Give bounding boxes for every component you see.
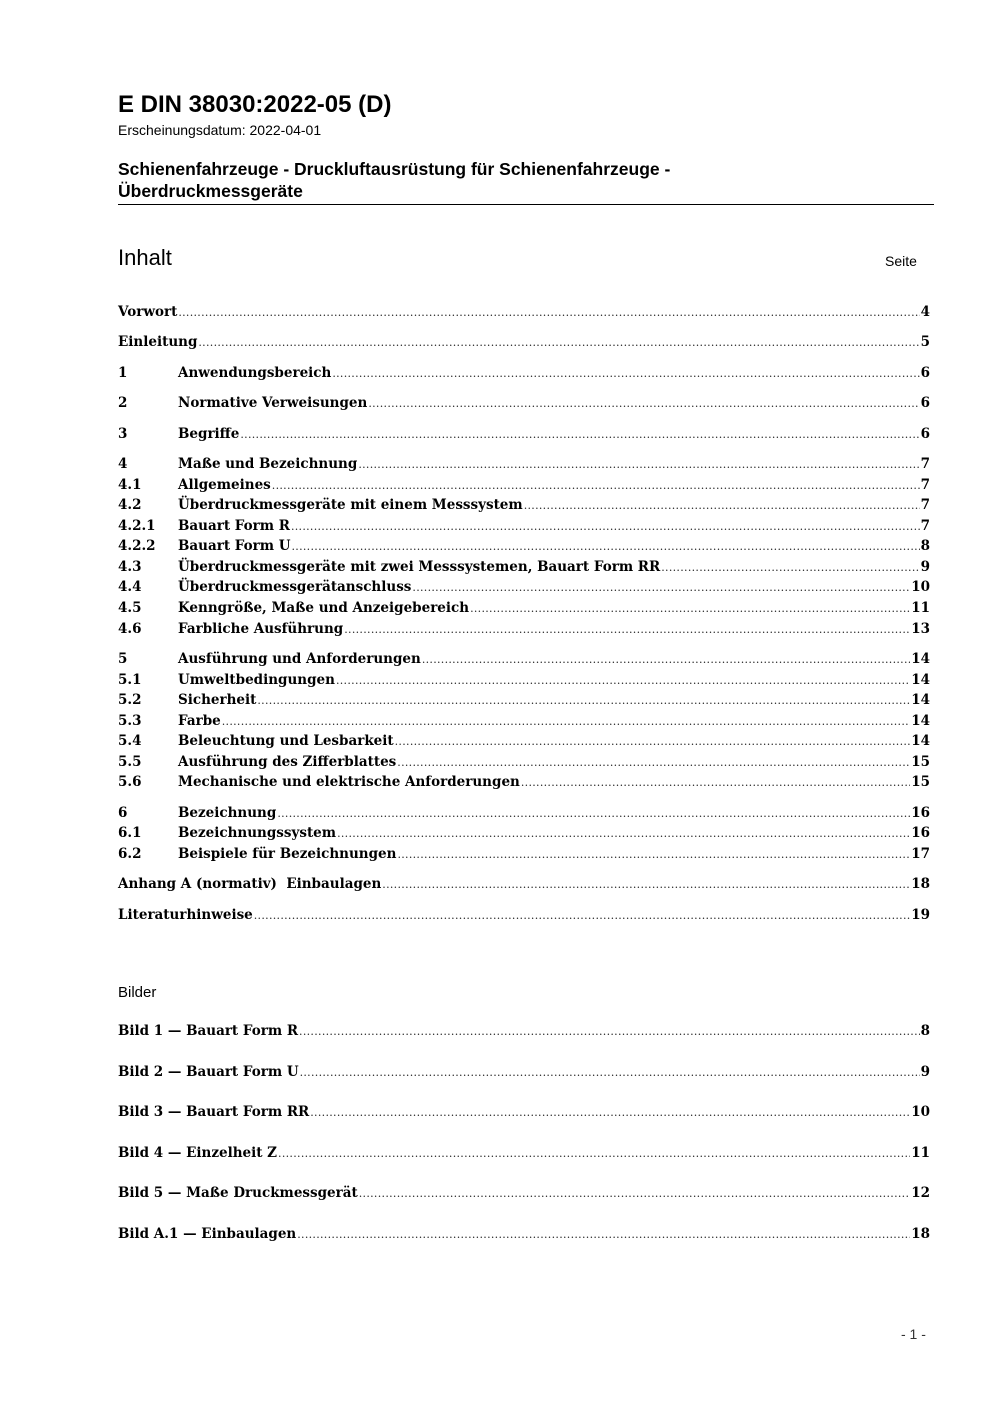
toc-entry-title: Farbliche Ausführung	[178, 621, 344, 637]
toc-entry-page: 14	[911, 651, 930, 667]
toc-entry-title: Maße und Bezeichnung	[178, 456, 358, 472]
toc-entry[interactable]	[118, 752, 930, 772]
page-number: - 1 -	[901, 1326, 926, 1342]
toc-entry-title: Anhang A (normativ) Einbaulagen	[118, 876, 382, 892]
figure-entry[interactable]	[118, 1062, 930, 1082]
toc-entry-title: Bezeichnungssystem	[178, 825, 337, 841]
toc-entry-title: Umweltbedingungen	[178, 672, 335, 688]
toc-entry[interactable]	[118, 363, 930, 383]
subtitle-line-1: Schienenfahrzeuge - Druckluftausrüstung für Schienenfahrzeuge -	[118, 159, 671, 179]
toc-entry[interactable]	[118, 619, 930, 639]
toc-entry-page: 8	[920, 538, 930, 554]
figure-entry-title: Bild 5 — Maße Druckmessgerät	[118, 1185, 358, 1201]
toc-entry-number: 5.4	[118, 733, 142, 749]
toc-entry-page: 19	[911, 907, 930, 923]
toc-entry[interactable]	[118, 823, 930, 843]
toc-entry[interactable]	[118, 905, 930, 925]
toc-entry-title: Bezeichnung	[178, 805, 277, 821]
toc-entry-page: 5	[920, 334, 930, 350]
toc-entry-number: 1	[118, 365, 128, 381]
toc-entry-number: 2	[118, 395, 128, 411]
toc-entry-number: 5.5	[118, 754, 142, 770]
toc-entry-number: 6.2	[118, 846, 142, 862]
toc-entry-page: 7	[920, 518, 930, 534]
toc-entry-title: Überdruckmessgeräte mit einem Messsystem	[178, 497, 523, 513]
document-title: E DIN 38030:2022-05 (D)	[118, 91, 392, 118]
toc-entry-page: 18	[911, 876, 930, 892]
toc-entry-number: 4	[118, 456, 128, 472]
figure-entry-title: Bild A.1 — Einbaulagen	[118, 1226, 297, 1242]
dot-leader	[337, 824, 910, 844]
toc-entry-page: 6	[920, 395, 930, 411]
toc-entry-page: 13	[911, 621, 930, 637]
dot-leader	[336, 671, 910, 691]
toc-entry-title: Normative Verweisungen	[178, 395, 368, 411]
figure-entry-title: Bild 3 — Bauart Form RR	[118, 1104, 310, 1120]
toc-entry-title: Überdruckmessgeräte mit zwei Messsystemen, Bauart Form RR	[178, 559, 661, 575]
figures-heading: Bilder	[118, 984, 157, 1001]
toc-entry[interactable]	[118, 516, 930, 536]
toc-entry[interactable]	[118, 711, 930, 731]
toc-entry[interactable]	[118, 731, 930, 751]
dot-leader	[257, 691, 910, 711]
dot-leader	[359, 1184, 910, 1204]
toc-entry[interactable]	[118, 649, 930, 669]
figure-entry[interactable]	[118, 1102, 930, 1122]
dot-leader	[272, 476, 920, 496]
figure-entry-page: 18	[911, 1226, 930, 1242]
toc-entry-title: Mechanische und elektrische Anforderungen	[178, 774, 520, 790]
dot-leader	[395, 732, 911, 752]
toc-entry-page: 16	[911, 825, 930, 841]
toc-entry-number: 5.3	[118, 713, 142, 729]
toc-entry[interactable]	[118, 302, 930, 322]
toc-entry-title: Ausführung des Zifferblattes	[178, 754, 397, 770]
toc-entry-page: 6	[920, 426, 930, 442]
table-of-contents	[118, 0, 930, 1403]
toc-entry-number: 4.2.2	[118, 538, 156, 554]
toc-entry-page: 7	[920, 456, 930, 472]
toc-entry-number: 4.6	[118, 621, 142, 637]
toc-entry-title: Einleitung	[118, 334, 198, 350]
toc-entry-title: Anwendungsbereich	[178, 365, 332, 381]
toc-entry[interactable]	[118, 577, 930, 597]
figure-entry[interactable]	[118, 1224, 930, 1244]
toc-entry-page: 4	[920, 304, 930, 320]
figure-entry-page: 12	[911, 1185, 930, 1201]
toc-entry-title: Beispiele für Bezeichnungen	[178, 846, 397, 862]
toc-entry-title: Literaturhinweise	[118, 907, 253, 923]
dot-leader	[470, 599, 910, 619]
figure-entry[interactable]	[118, 1183, 930, 1203]
toc-entry-title: Vorwort	[118, 304, 178, 320]
toc-entry-title: Begriffe	[178, 426, 240, 442]
figure-entry-title: Bild 1 — Bauart Form R	[118, 1023, 299, 1039]
toc-entry-number: 4.3	[118, 559, 142, 575]
figure-entry-page: 8	[920, 1023, 930, 1039]
toc-entry-number: 5.2	[118, 692, 142, 708]
toc-entry-page: 14	[911, 733, 930, 749]
toc-entry-title: Bauart Form R	[178, 518, 290, 534]
subtitle-line-2: Überdruckmessgeräte	[118, 181, 303, 201]
dot-leader	[382, 875, 910, 895]
toc-entry-title: Ausführung und Anforderungen	[178, 651, 421, 667]
toc-entry-title: Farbe	[178, 713, 221, 729]
toc-entry[interactable]	[118, 772, 930, 792]
dot-leader	[291, 517, 920, 537]
toc-entry-title: Beleuchtung und Lesbarkeit	[178, 733, 394, 749]
dot-leader	[300, 1063, 920, 1083]
dot-leader	[397, 753, 910, 773]
dot-leader	[297, 1225, 910, 1245]
dot-leader	[332, 364, 919, 384]
toc-entry-number: 5.1	[118, 672, 142, 688]
toc-entry-page: 15	[911, 754, 930, 770]
dot-leader	[397, 845, 910, 865]
dot-leader	[278, 1144, 910, 1164]
toc-entry[interactable]	[118, 803, 930, 823]
toc-entry-page: 15	[911, 774, 930, 790]
figure-entry-page: 11	[911, 1145, 930, 1161]
dot-leader	[661, 558, 919, 578]
toc-entry-page: 14	[911, 692, 930, 708]
toc-entry[interactable]	[118, 393, 930, 413]
dot-leader	[198, 333, 919, 353]
dot-leader	[358, 455, 919, 475]
toc-entry[interactable]	[118, 690, 930, 710]
dot-leader	[310, 1103, 910, 1123]
dot-leader	[344, 620, 910, 640]
toc-entry[interactable]	[118, 454, 930, 474]
dot-leader	[222, 712, 910, 732]
toc-entry[interactable]	[118, 475, 930, 495]
toc-entry-number: 3	[118, 426, 128, 442]
toc-entry-number: 4.5	[118, 600, 142, 616]
figure-entry-title: Bild 2 — Bauart Form U	[118, 1064, 299, 1080]
toc-entry-number: 5	[118, 651, 128, 667]
toc-entry-number: 4.2.1	[118, 518, 156, 534]
figure-entry[interactable]	[118, 1143, 930, 1163]
toc-entry-title: Kenngröße, Maße und Anzeigebereich	[178, 600, 470, 616]
dot-leader	[422, 650, 910, 670]
toc-entry[interactable]	[118, 424, 930, 444]
toc-entry-number: 5.6	[118, 774, 142, 790]
toc-entry-number: 4.4	[118, 579, 142, 595]
toc-entry-page: 6	[920, 365, 930, 381]
figure-entry-page: 9	[920, 1064, 930, 1080]
dot-leader	[254, 906, 910, 926]
toc-entry-title: Allgemeines	[178, 477, 271, 493]
figure-entry-title: Bild 4 — Einzelheit Z	[118, 1145, 278, 1161]
toc-entry-page: 17	[911, 846, 930, 862]
dot-leader	[521, 773, 910, 793]
toc-entry-number: 4.2	[118, 497, 142, 513]
dot-leader	[299, 1022, 920, 1042]
toc-entry-number: 6	[118, 805, 128, 821]
toc-entry[interactable]	[118, 598, 930, 618]
dot-leader	[277, 804, 910, 824]
dot-leader	[240, 425, 919, 445]
figure-entry-page: 10	[911, 1104, 930, 1120]
toc-entry[interactable]	[118, 495, 930, 515]
toc-entry[interactable]	[118, 670, 930, 690]
toc-entry[interactable]	[118, 874, 930, 894]
toc-entry-number: 4.1	[118, 477, 142, 493]
toc-entry-page: 10	[911, 579, 930, 595]
dot-leader	[292, 537, 920, 557]
dot-leader	[524, 496, 920, 516]
toc-entry-page: 14	[911, 672, 930, 688]
toc-entry[interactable]	[118, 536, 930, 556]
toc-entry-page: 7	[920, 477, 930, 493]
figure-entry[interactable]	[118, 1021, 930, 1041]
dot-leader	[368, 394, 919, 414]
toc-entry-page: 11	[911, 600, 930, 616]
toc-entry-page: 16	[911, 805, 930, 821]
toc-entry-title: Bauart Form U	[178, 538, 291, 554]
dot-leader	[412, 578, 910, 598]
page-column-label: Seite	[885, 253, 917, 269]
toc-entry[interactable]	[118, 844, 930, 864]
toc-heading: Inhalt	[118, 245, 172, 270]
toc-entry-page: 14	[911, 713, 930, 729]
toc-entry-page: 9	[920, 559, 930, 575]
publication-date: Erscheinungsdatum: 2022-04-01	[118, 122, 322, 138]
toc-entry-title: Sicherheit	[178, 692, 257, 708]
toc-entry-number: 6.1	[118, 825, 142, 841]
toc-entry-title: Überdruckmessgerätanschluss	[178, 579, 412, 595]
dot-leader	[178, 303, 919, 323]
toc-entry[interactable]	[118, 332, 930, 352]
toc-entry-page: 7	[920, 497, 930, 513]
toc-entry[interactable]	[118, 557, 930, 577]
